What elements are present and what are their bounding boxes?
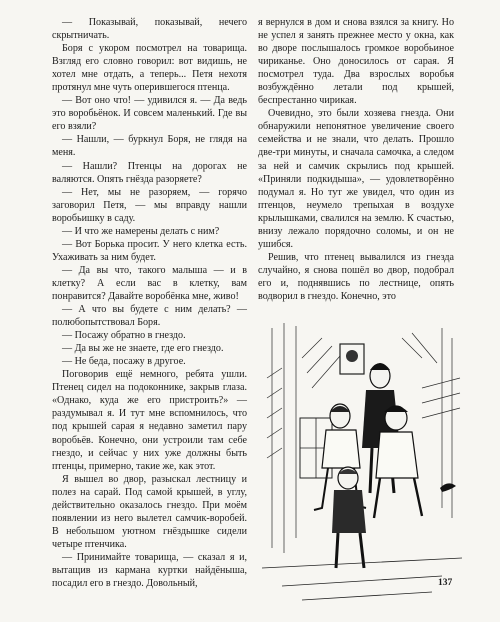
paragraph: Поговорив ещё немного, ребята ушли. Птенец сидел на подоконнике, закрыв глаза. «Однако, куда же его пристроить?» — раздумывал я. И тут мне вспомнилось, что под крышей сарая я недавно заметил пару воробьёв. Конечно, они устроили там себе гнездо, и сейчас у них уже должны быть птенцы, примерно, такие же, как этот. [52,369,247,472]
paragraph: Боря с укором посмотрел на товарища. Взгляд его словно говорил: вот видишь, не хотел мне отдать, а теперь... Петя нехотя протянул мне чуть оперившегося птенца. [52,43,247,94]
paragraph: — Показывай, показывай, нечего скрытничать. [52,17,247,42]
paragraph: — Вот Борька просит. У него клетка есть. Ухаживать за ним будет. [52,238,247,263]
text-column-left [52,16,247,590]
illustration-boys-with-bird [262,318,462,603]
page-number: 137 [438,578,453,588]
paragraph: — Нашли? Птенцы на дорогах не валяются. Опять гнёзда разоряете? [52,160,247,185]
paragraph: — Принимайте товарища, — сказал я и, вытащив из кармана куртки найдёныша, посадил его в гнездо. Довольный, [52,551,247,590]
paragraph: Я вышел во двор, разыскал лестницу и полез на сарай. Под самой крышей, в углу, действительно оказалось гнездо. При моём появлении из него вылетел самчик-воробей. В небольшом уютном гнёздышке сидели четыре птенчика. [52,473,247,550]
paragraph: Очевидно, это были хозяева гнезда. Они обнаружили непонятное увеличение своего семейства и не знали, что делать. Прошло две-три минуты, и сначала самочка, а следом за ней и самчик скрылись под крышей. «Приняли подкидыша», — удовлетворённо подумал я. Но тут же увидел, что один из птенцов, неумело трепыхая в воздухе крылышками, свалился на землю. К счастью, внизу лежало порядочно соломы, и он не ушибся. [258,108,454,250]
paragraph: — А что вы будете с ним делать? — полюбопытствовал Боря. [52,304,247,329]
paragraph: — Посажу обратно в гнездо. [62,330,186,342]
text-column-right [258,16,454,303]
floor-lines [262,558,462,600]
paragraph: — Вот оно что! — удивился я. — Да ведь это воробьёнок. И совсем маленький. Где вы его взяли? [52,95,247,133]
paragraph: — Да вы что, такого малыша — и в клетку? А если вас в клетку, вам понравится? Давайте воробёнка мне, живо! [52,264,247,302]
portrait-head [346,350,358,362]
paragraph: — Нет, мы не разоряем, — горячо заговорил Петя, — мы вправду нашли воробьишку в саду. [52,186,247,224]
ink-sketch [262,318,462,603]
boy-small-front [332,467,366,568]
paragraph: — Да вы же не знаете, где его гнездо. [62,343,224,355]
paragraph: — Нашли, — буркнул Боря, не глядя на меня. [52,134,247,159]
paragraph: Решив, что птенец вывалился из гнезда случайно, я снова пошёл во двор, подобрал его и, поднявшись по лестнице, опять водворил в гнездо. Конечно, это [258,251,454,302]
bird [440,483,456,492]
paragraph: — Не беда, посажу в другое. [62,356,186,368]
paragraph: — И что же намерены делать с ним? [62,225,220,237]
paragraph: я вернулся в дом и снова взялся за книгу. Но не успел я занять прежнее место у окна, как во дворе послышалось громкое воробьиное чириканье. Оно доносилось от сарая. Я посмотрел туда. Два взрослых воробья возбуждённо летали под крышей, беспрестанно чирикая. [258,17,454,107]
